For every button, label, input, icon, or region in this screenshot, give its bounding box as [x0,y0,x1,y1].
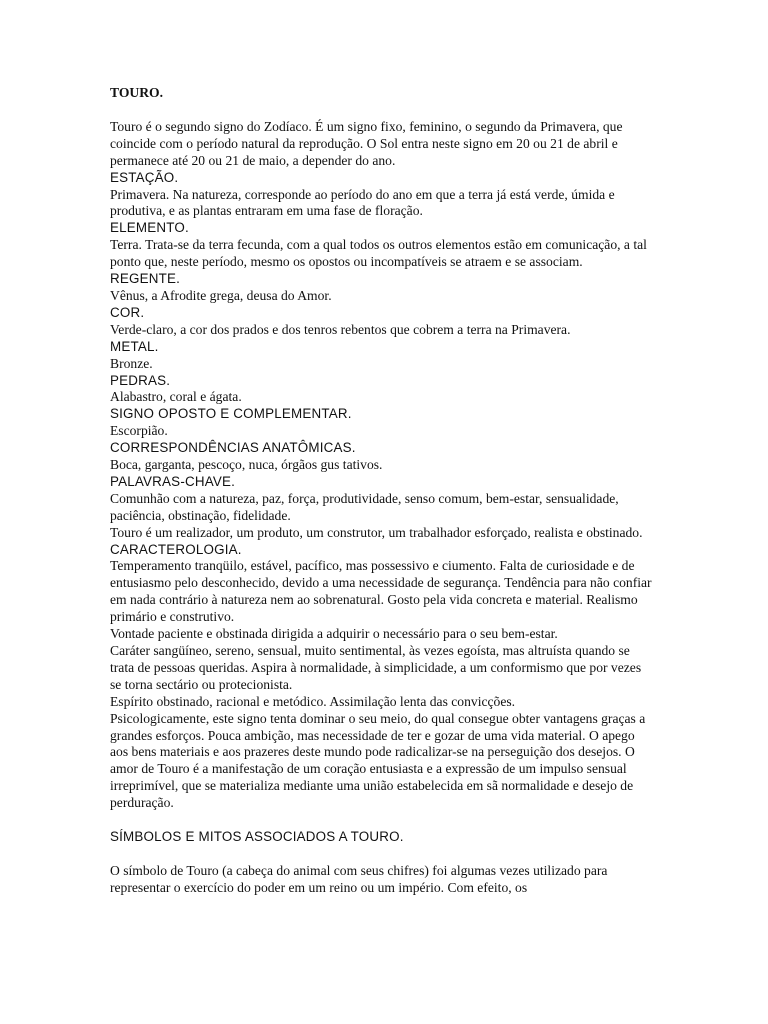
section-text-palavras-chave-1: Comunhão com a natureza, paz, força, produtividade, senso comum, bem-estar, sensualidade, paciência, obstinação, fidelidade. [110,490,619,523]
section-heading-palavras-chave: PALAVRAS-CHAVE. [110,473,236,489]
section-text-caracterologia-5: Psicologicamente, este signo tenta dominar o seu meio, do qual consegue obter vantagens graças a grandes esforços. Pouca ambição, mas necessidade de ter e gozar de uma vida material. O apego aos bens materiais e aos prazeres deste mundo pode radicalizar-se na perseguição dos desejos. O amor de Touro é a manifestação de um coração entusiasta e a expressão de um impulso sensual irreprimível, que se materializa mediante uma união estabelecida em sã normalidade e desejo de perduração. [110,710,646,811]
section-heading-cor: COR. [110,304,145,320]
section-text-caracterologia-3: Caráter sangüíneo, sereno, sensual, muito sentimental, às vezes egoísta, mas altruísta quando se trata de pessoas queridas. Aspira à normalidade, à simplicidade, a um conformismo que por vezes se torna sectário ou protecionista. [110,643,642,692]
section-heading-regente: REGENTE. [110,271,181,287]
section-heading-metal: METAL. [110,338,159,354]
section-text-correspondencias: Boca, garganta, pescoço, nuca, órgãos gus tativos. [110,457,383,473]
section-text-signo-oposto: Escorpião. [110,423,168,439]
section-text-pedras: Alabastro, coral e ágata. [110,389,242,405]
section-text-regente: Vênus, a Afrodite grega, deusa do Amor. [110,287,332,303]
document-title: TOURO. [110,85,164,100]
symbols-heading: SÍMBOLOS E MITOS ASSOCIADOS A TOURO. [110,829,404,845]
section-heading-pedras: PEDRAS. [110,372,171,388]
intro-paragraph: Touro é o segundo signo do Zodíaco. É um signo fixo, feminino, o segundo da Primavera, que coincide com o período natural da reprodução. O Sol entra neste signo em 20 ou 21 de abril e permanece até 20 ou 21 de maio, a depender do ano. [110,118,623,168]
document-page [110,85,655,897]
section-text-estacao: Primavera. Na natureza, corresponde ao período do ano em que a terra já está verde, úmida e produtiva, e as plantas entraram em uma fase de floração. [110,186,615,219]
section-text-caracterologia-1: Temperamento tranqüilo, estável, pacífico, mas possessivo e ciumento. Falta de curiosidade e de entusiasmo pelo desconhecido, devido a uma necessidade de segurança. Tendência para não confiar em nada contrário à natureza nem ao sobrenatural. Gosto pela vida concreta e material. Realismo primário e construtivo. [110,558,652,625]
section-heading-caracterologia: CARACTEROLOGIA. [110,541,242,557]
section-heading-estacao: ESTAÇÃO. [110,169,179,185]
paragraph-spacer [110,812,655,829]
section-text-elemento: Terra. Trata-se da terra fecunda, com a qual todos os outros elementos estão em comunicação, a tal ponto que, neste período, mesmo os opostos ou incompatíveis se atraem e se associam. [110,237,647,270]
section-text-caracterologia-4: Espírito obstinado, racional e metódico. Assimilação lenta das convicções. [110,693,516,709]
section-text-metal: Bronze. [110,355,153,371]
section-heading-signo-oposto: SIGNO OPOSTO E COMPLEMENTAR. [110,406,352,422]
section-heading-elemento: ELEMENTO. [110,220,189,236]
section-heading-correspondencias: CORRESPONDÊNCIAS ANATÔMICAS. [110,440,356,456]
section-text-cor: Verde-claro, a cor dos prados e dos tenros rebentos que cobrem a terra na Primavera. [110,321,571,337]
symbols-paragraph: O símbolo de Touro (a cabeça do animal com seus chifres) foi algumas vezes utilizado para representar o exercício do poder em um reino ou um império. Com efeito, os [110,862,608,895]
section-text-caracterologia-2: Vontade paciente e obstinada dirigida a adquirir o necessário para o seu bem-estar. [110,626,558,642]
section-text-palavras-chave-2: Touro é um realizador, um produto, um construtor, um trabalhador esforçado, realista e obstinado. [110,524,643,540]
paragraph-spacer [110,846,655,863]
